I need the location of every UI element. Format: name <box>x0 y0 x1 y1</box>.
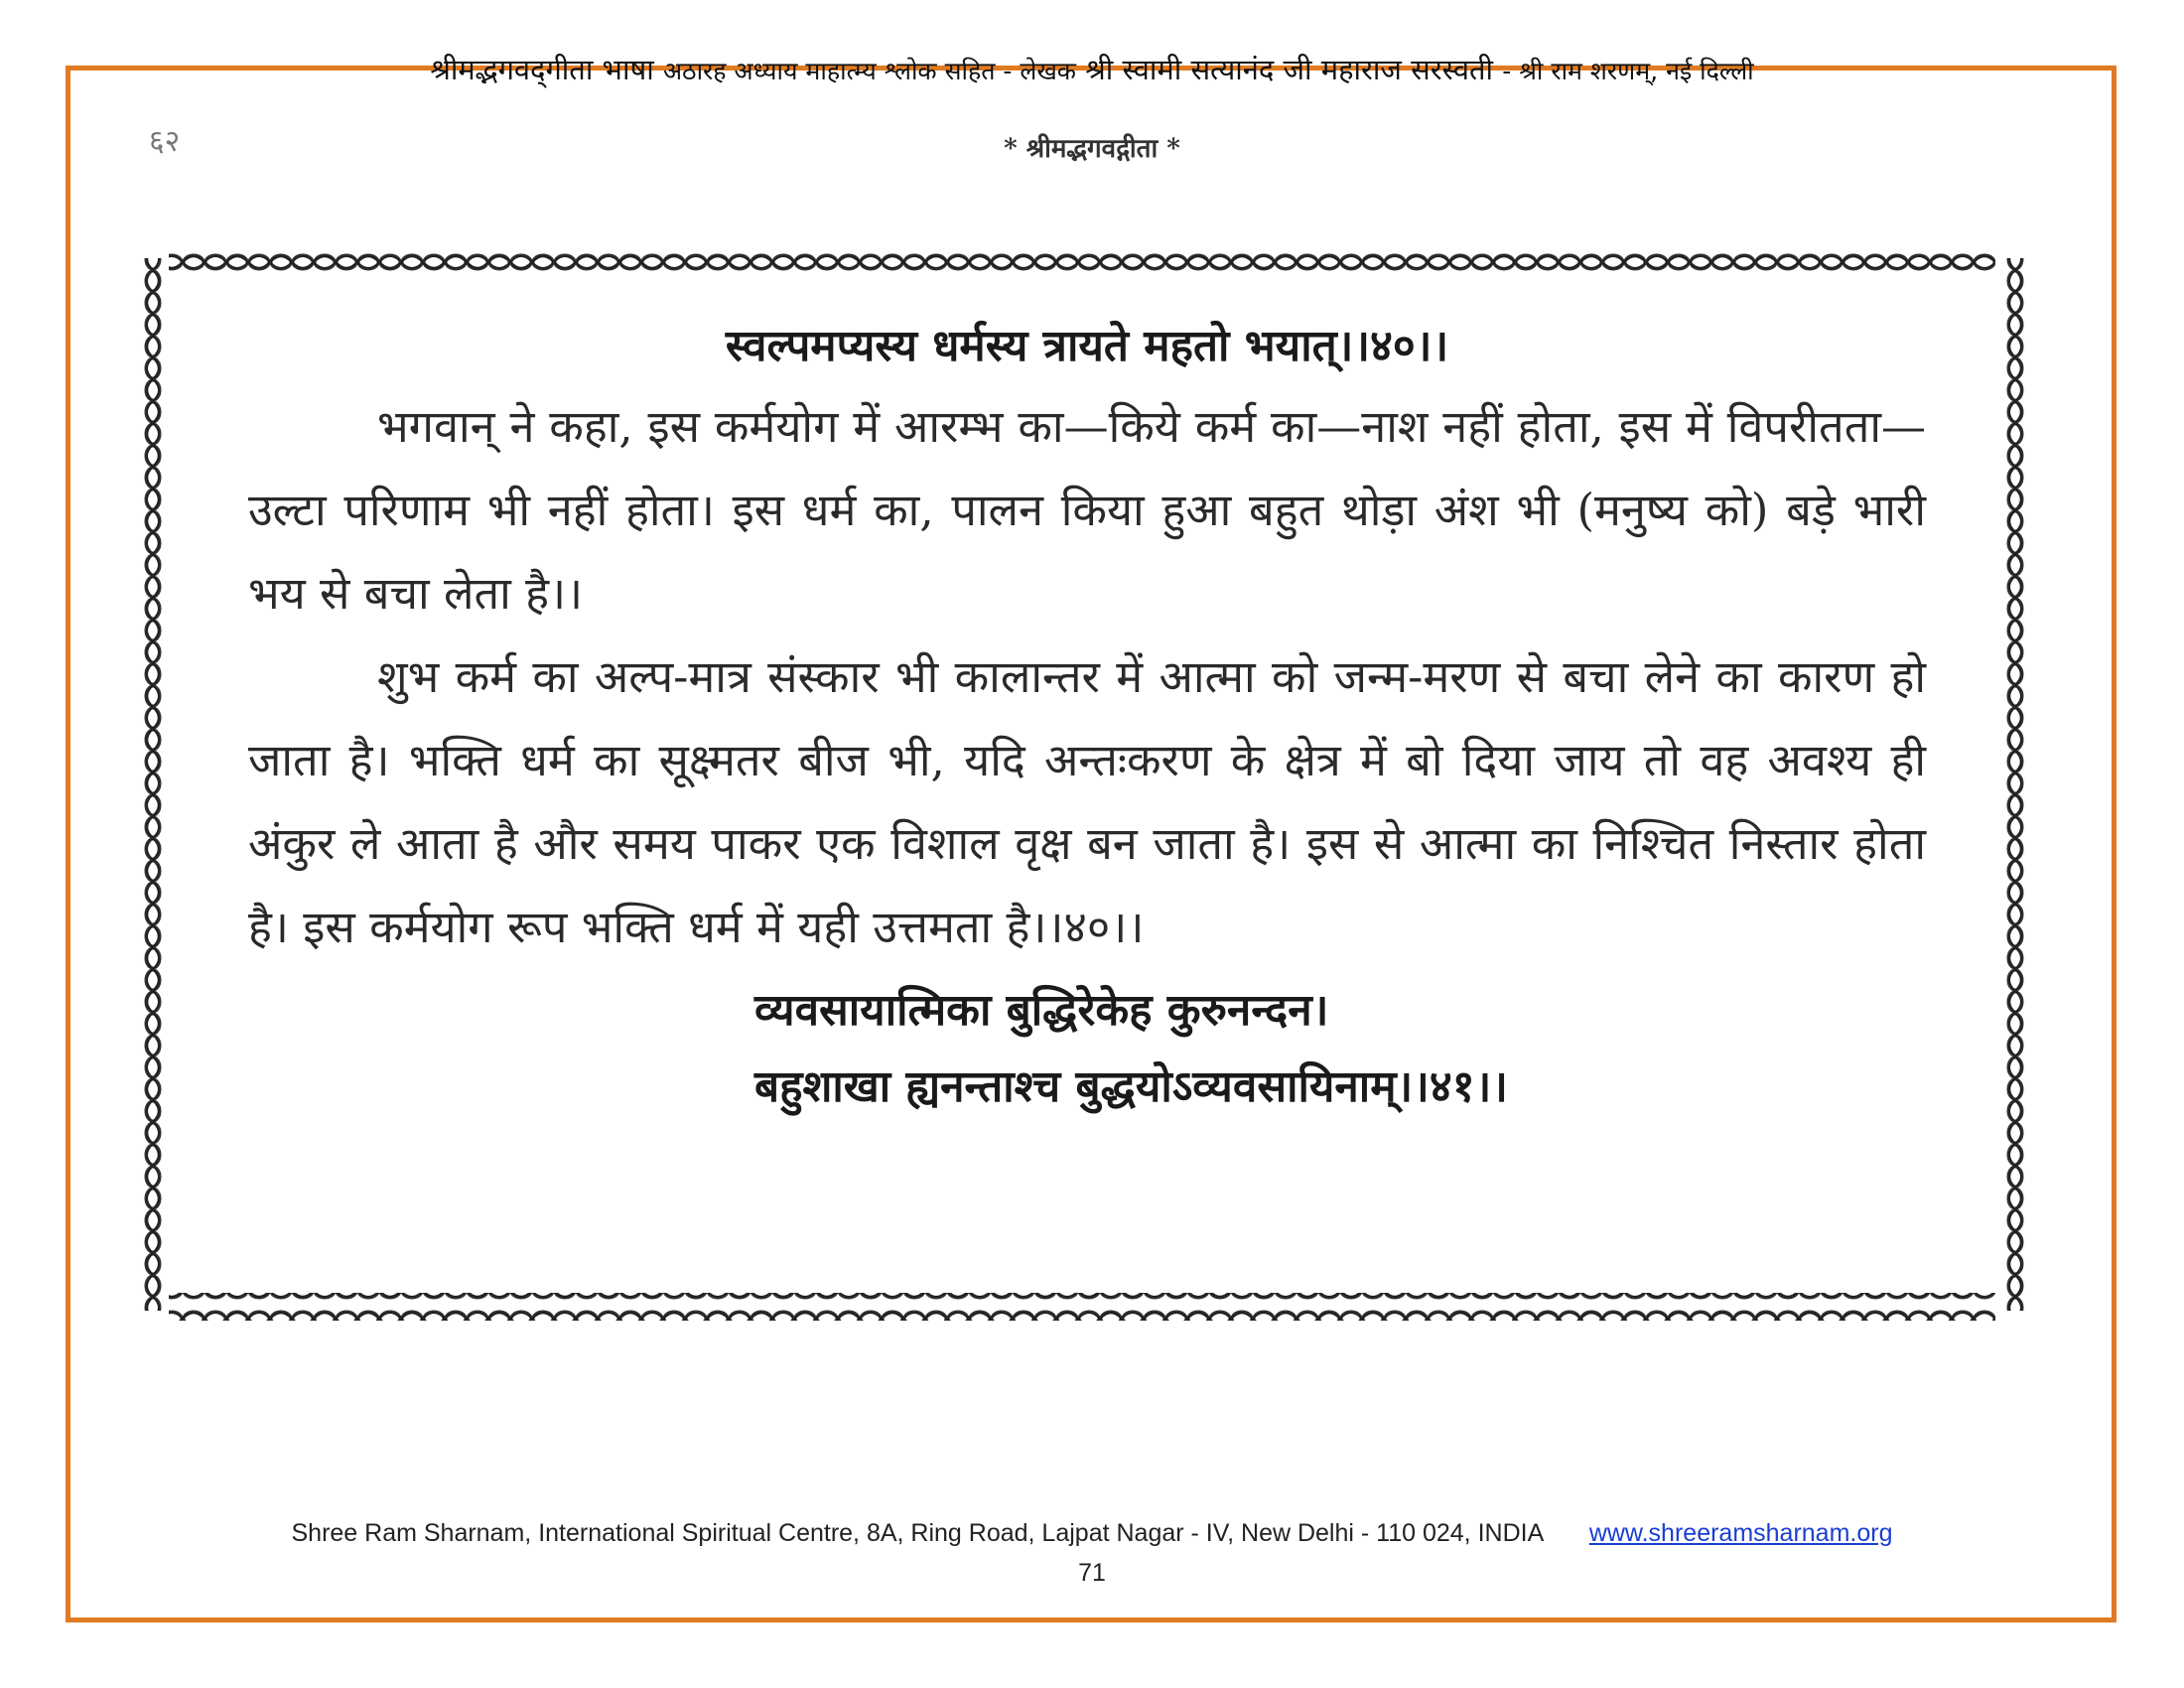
header-publisher: - श्री राम शरणम्, नई दिल्ली <box>1502 57 1754 85</box>
header-title-main: श्रीमद्भगवद्‌गीता भाषा <box>430 53 654 86</box>
footer-website-link[interactable]: www.shreeramsharnam.org <box>1588 1519 1893 1547</box>
footer <box>0 1519 2184 1548</box>
scanned-page-number: ६२ <box>149 124 181 159</box>
border-top <box>169 248 1995 276</box>
footer-address: Shree Ram Sharnam, International Spiritual Centre, 8A, Ring Road, Lajpat Nagar - IV, New Delhi - 110 024, INDIA <box>291 1519 1543 1547</box>
verse-40-line: स्वल्पमप्यस्य धर्मस्य त्रायते महतो भयात्।।४०।। <box>725 321 1449 371</box>
scanned-running-head: * श्रीमद्भगवद्गीता * <box>1004 134 1180 164</box>
header-title-sub: अठारह अध्याय माहात्म्य श्लोक सहित - लेखक <box>662 57 1076 85</box>
paragraph-1: भगवान् ने कहा, इस कर्मयोग में आरम्भ का—किये कर्म का—नाश नहीं होता, इस में विपरीतता—उल्टा परिणाम भी नहीं होता। इस धर्म का, पालन किया हुआ बहुत थोड़ा अंश भी (मनुष्य को) बड़े भारी भय से बचा लेता है।। <box>248 400 1926 620</box>
border-right <box>1997 258 2025 1311</box>
border-bottom <box>169 1293 1995 1321</box>
scanned-text <box>248 308 1926 1122</box>
document-header <box>0 50 2184 88</box>
scanned-page <box>139 248 2025 1321</box>
verse-41-line-1: व्यवसायात्मिका बुद्धिरेकेह कुरुनन्दन। <box>754 985 1329 1036</box>
border-left <box>139 258 167 1311</box>
footer-page-number: 71 <box>1078 1559 1106 1587</box>
header-author: श्री स्वामी सत्यानंद जी महाराज सरस्वती <box>1085 53 1494 86</box>
paragraph-2: शुभ कर्म का अल्प-मात्र संस्कार भी कालान्तर में आत्मा को जन्म-मरण से बचा लेने का कारण हो जाता है। भक्ति धर्म का सूक्ष्मतर बीज भी, यदि अन्तःकरण के क्षेत्र में बो दिया जाय तो वह अवश्य ही अंकुर ले आता है और समय पाकर एक विशाल वृक्ष बन जाता है। इस से आत्मा का निश्चित निस्तार होता है। इस कर्मयोग रूप भक्ति धर्म में यही उत्तमता है।।४०।। <box>248 650 1926 953</box>
verse-41-line-2: बहुशाखा ह्यनन्ताश्च बुद्धयोऽव्यवसायिनाम्।।४१।। <box>754 1061 1508 1112</box>
